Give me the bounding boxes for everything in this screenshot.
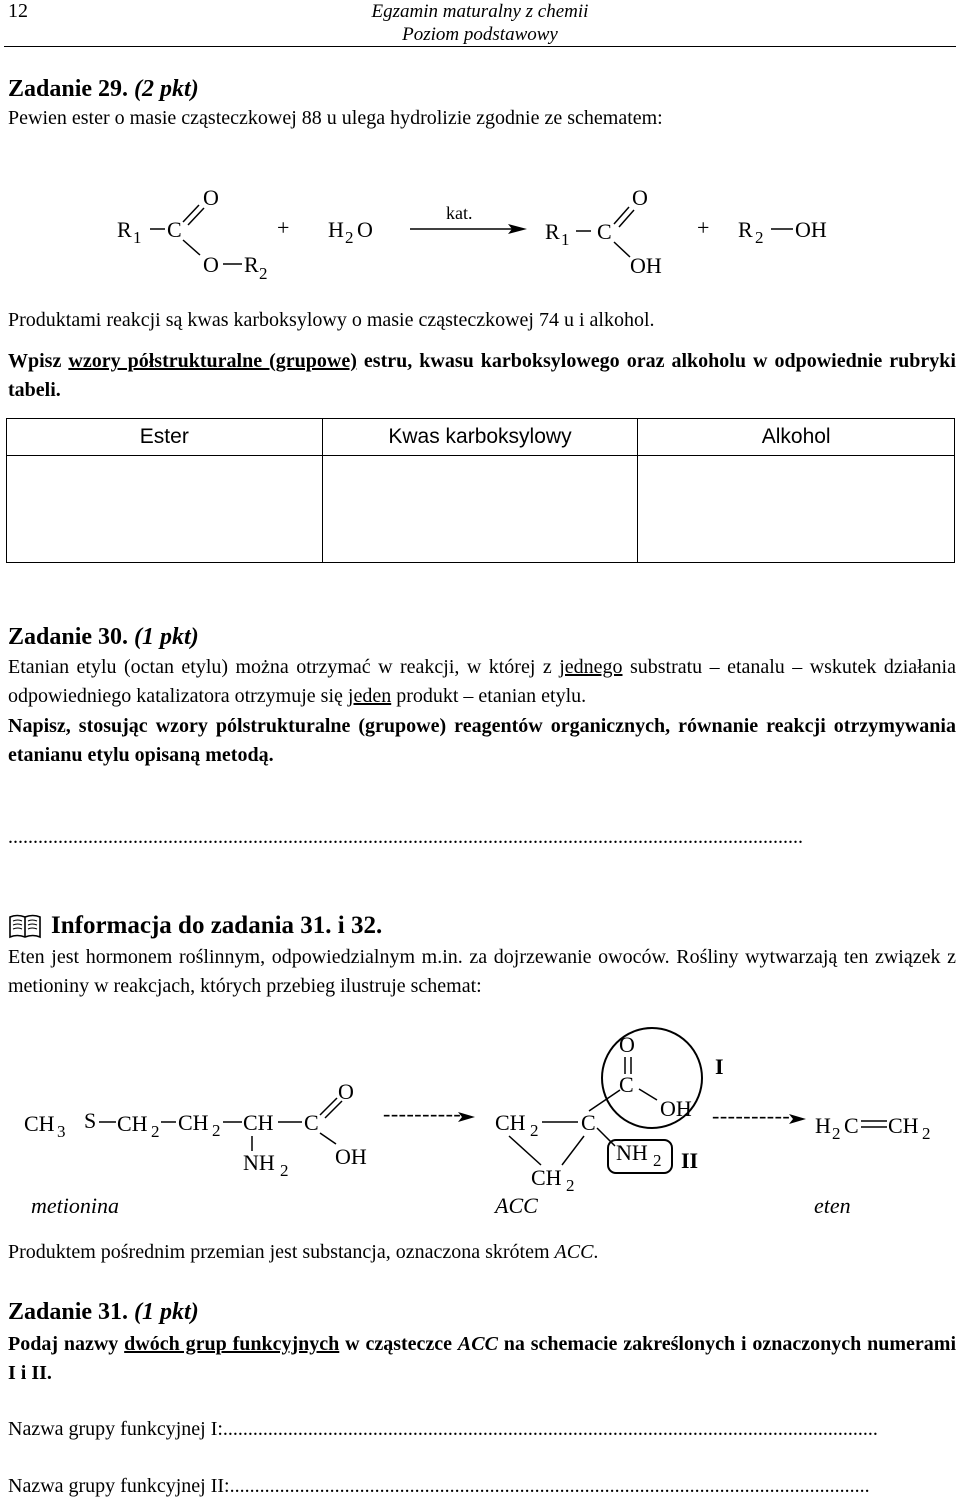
exam-title: [0, 0, 960, 46]
task31-heading: [8, 1297, 199, 1327]
met-ch3-sub: 3: [57, 1122, 66, 1141]
answer-cell-ester[interactable]: [7, 456, 323, 563]
task31-instr-3: na schemacie zakreślonych i oznaczonych numerami I i II.: [8, 1333, 956, 1384]
met-nh2-sub: 2: [280, 1161, 289, 1180]
label-ethene: eten: [814, 1193, 851, 1218]
arrow2-dashes: ----------: [712, 1103, 791, 1128]
s29-water-h: H: [328, 217, 344, 242]
s29-double-bond2-a: [614, 207, 629, 224]
s29-r2b-sub: 2: [755, 228, 764, 247]
task30-text-3: produkt – etanian etylu.: [391, 685, 587, 707]
s29-catalyst: kat.: [446, 203, 473, 223]
s29-bond-c-oh: [614, 242, 630, 257]
book-icon: [8, 912, 42, 940]
s29-o-top: O: [203, 185, 219, 210]
met-ch2a: CH: [117, 1111, 148, 1136]
s29-r1-sub: 1: [133, 228, 142, 247]
s29-r1b: R: [545, 219, 560, 244]
ethene-scheme: [0, 1020, 960, 1230]
s29-bond-c-o: [183, 240, 200, 255]
arrow1-dashes: ----------: [383, 1101, 462, 1126]
s29-plus1: +: [277, 215, 290, 240]
acc-bond-c-nh2: [597, 1128, 615, 1146]
info-text: Eten jest hormonem roślinnym, odpowiedzialnym m.in. za dojrzewanie owoców. Rośliny wytwarzają ten związek z metioniny w reakcjach, których przebieg ilustruje schemat:: [8, 946, 956, 997]
task31-instruction: [8, 1330, 956, 1388]
s29-double-bond-b: [188, 208, 204, 225]
s29-o-ester: O: [203, 252, 219, 277]
answer-dots-II[interactable]: ................................................................................................................................: [229, 1475, 870, 1497]
acc-cooh-c: C: [619, 1072, 634, 1097]
acc-ch2-bottom-sub: 2: [566, 1176, 575, 1195]
table-header-ester: Ester: [7, 419, 323, 456]
arrow2-head: [789, 1114, 806, 1124]
met-o: O: [338, 1079, 354, 1104]
acc-cooh-oh: OH: [660, 1096, 692, 1121]
info-intermediate-1: Produktem pośrednim przemian jest substancja, oznaczona skrótem: [8, 1241, 555, 1263]
table-header-acid: Kwas karboksylowy: [322, 419, 638, 456]
s29-r1: R: [117, 217, 132, 242]
answer-dots-I[interactable]: ...................................................................................................................................: [222, 1418, 878, 1440]
eth-ch2-sub: 2: [922, 1124, 931, 1143]
task30-underlined-1: jednego: [559, 656, 623, 678]
task30-text-1: Etanian etylu (octan etylu) można otrzymać w reakcji, w której z: [8, 656, 560, 678]
task31-instr-abbr: ACC: [457, 1333, 498, 1355]
s29-c2: C: [597, 219, 612, 244]
task29-instr-1: Wpisz: [8, 350, 69, 372]
task31-instr-1: Podaj nazwy: [8, 1333, 125, 1355]
acc-nh2-sub: 2: [653, 1151, 662, 1170]
hydrolysis-scheme: [0, 175, 960, 285]
met-ch2b: CH: [178, 1110, 209, 1135]
task29-instr-underlined: wzory półstrukturalne (grupowe): [68, 350, 357, 372]
acc-bond-c-oh: [639, 1089, 657, 1100]
s29-o-top2: O: [632, 185, 648, 210]
met-bond-c-oh: [320, 1133, 336, 1144]
header-rule: [4, 46, 956, 47]
page-number: 12: [8, 0, 28, 22]
label-acc: ACC: [495, 1193, 538, 1218]
s29-r1b-sub: 1: [561, 230, 570, 249]
info-intermediate-abbr: ACC: [554, 1241, 594, 1263]
table-header-alcohol: Alkohol: [638, 419, 955, 456]
task29-instr-2: estru, kwasu karboksylowego oraz alkoholu w odpowiednie rubryki tabeli.: [8, 350, 956, 401]
label-methionine: metionina: [31, 1193, 119, 1218]
task30-instruction: Napisz, stosując wzory pólstrukturalne (grupowe) reagentów organicznych, równanie reakcji otrzymywania etanianu etylu opisaną metodą.: [8, 715, 956, 766]
s29-plus2: +: [697, 215, 710, 240]
acc-ring-left: [509, 1136, 541, 1165]
task30-text: [8, 653, 956, 711]
acc-ch2-bottom: CH: [531, 1165, 562, 1190]
info-title: Informacja do zadania 31. i 32.: [51, 912, 383, 939]
met-nh2: NH: [243, 1150, 275, 1175]
answer-row-II: [8, 1472, 956, 1501]
task30-points: (1 pkt): [134, 624, 199, 650]
task30-underlined-2: jeden: [347, 685, 392, 707]
info-heading: [8, 908, 382, 944]
s29-c1: C: [167, 217, 182, 242]
acc-cooh-o: O: [619, 1032, 635, 1057]
answer-table: [6, 418, 955, 563]
exam-title-line1: Egzamin maturalny z chemii: [371, 1, 589, 22]
s29-water-o: O: [357, 217, 373, 242]
info-intermediate: [8, 1238, 956, 1267]
acc-nh2: NH: [616, 1140, 648, 1165]
acc-ch2: CH: [495, 1110, 526, 1135]
answer-label-I: Nazwa grupy funkcyjnej I:: [8, 1418, 223, 1440]
task30-answer-line[interactable]: ...............................................................................................................................................................: [8, 826, 803, 848]
eth-h-sub: 2: [832, 1124, 841, 1143]
s29-r2-sub: 2: [259, 264, 268, 283]
met-ch3: CH: [24, 1111, 55, 1136]
met-c: C: [304, 1110, 319, 1135]
s29-water-sub: 2: [345, 228, 354, 247]
task31-instr-underlined: dwóch grup funkcyjnych: [124, 1333, 340, 1355]
task29-intro: Pewien ester o masie cząsteczkowej 88 u ulega hydrolizie zgodnie ze schematem:: [8, 107, 663, 129]
task30-text-2: substratu – etanalu – wskutek działania odpowiedniego katalizatora otrzymuje się: [8, 656, 956, 707]
task31-points: (1 pkt): [134, 1299, 199, 1325]
answer-cell-acid[interactable]: [322, 456, 638, 563]
task30-title: Zadanie 30.: [8, 624, 129, 650]
s29-double-bond-a: [183, 205, 199, 222]
task29-heading: [8, 74, 199, 104]
label-II: II: [681, 1148, 699, 1173]
answer-cell-alcohol[interactable]: [638, 456, 955, 563]
task29-title: Zadanie 29.: [8, 76, 129, 102]
task29-products: Produktami reakcji są kwas karboksylowy o masie cząsteczkowej 74 u i alkohol.: [8, 309, 655, 331]
acc-circle-I: [602, 1028, 702, 1128]
s29-oh-acid: OH: [630, 253, 662, 278]
met-ch2a-sub: 2: [151, 1122, 160, 1141]
met-ch: CH: [243, 1110, 274, 1135]
met-oh: OH: [335, 1144, 367, 1169]
exam-title-line2: Poziom podstawowy: [402, 24, 558, 45]
answer-row-I: [8, 1415, 956, 1444]
task30-heading: [8, 622, 199, 652]
task31-title: Zadanie 31.: [8, 1299, 129, 1325]
acc-ch2-sub: 2: [530, 1121, 539, 1140]
s29-oh-alcohol: OH: [795, 217, 827, 242]
acc-ring-right: [562, 1136, 584, 1165]
met-s: S: [84, 1108, 97, 1133]
eth-c: C: [844, 1113, 859, 1138]
info-intermediate-2: .: [593, 1241, 599, 1263]
task29-points: (2 pkt): [134, 76, 199, 102]
s29-double-bond2-b: [619, 210, 634, 227]
s29-r2: R: [244, 252, 259, 277]
eth-h: H: [815, 1113, 831, 1138]
met-ch2b-sub: 2: [212, 1121, 221, 1140]
task31-instr-2: w cząsteczce: [339, 1333, 458, 1355]
acc-c: C: [581, 1110, 596, 1135]
met-double-a: [320, 1098, 337, 1115]
task29-instruction: [8, 347, 956, 405]
eth-ch2: CH: [888, 1113, 919, 1138]
answer-label-II: Nazwa grupy funkcyjnej II:: [8, 1475, 230, 1497]
s29-r2b: R: [738, 217, 753, 242]
label-I: I: [715, 1054, 724, 1079]
